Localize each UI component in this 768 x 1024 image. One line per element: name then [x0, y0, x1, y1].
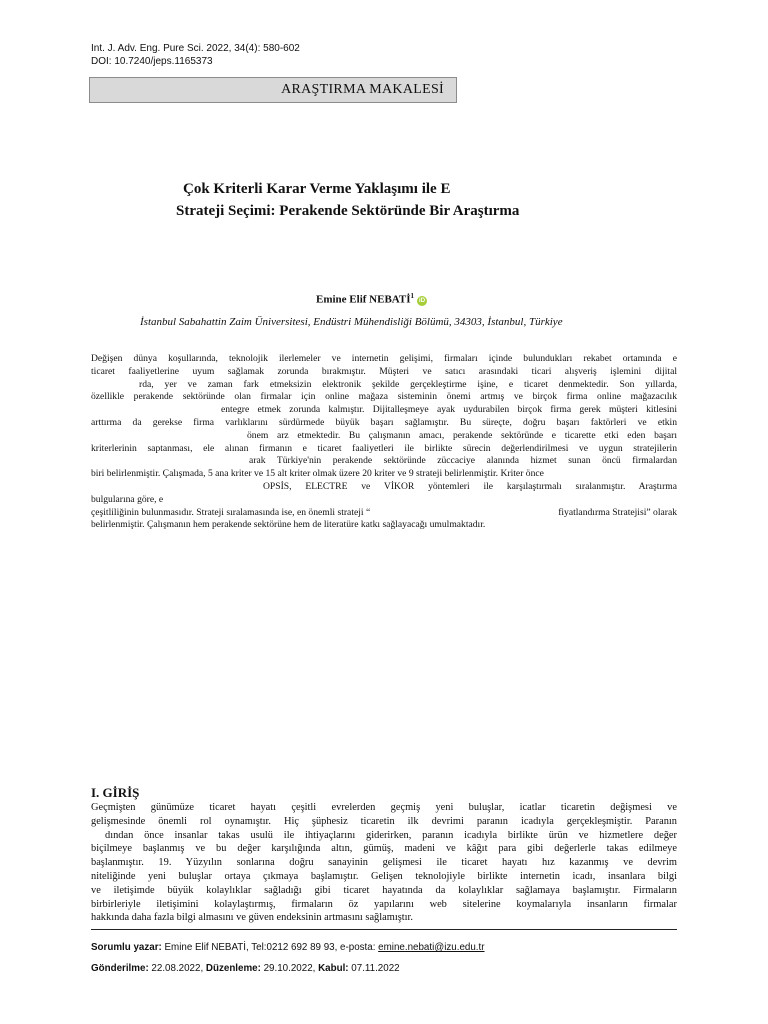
abstract-line: özellikle perakende sektöründe olan firmalar için online mağaza sisteminin önemi artmış ve birçok firma online mağazacılık [91, 391, 677, 403]
abstract-line: çeşitliliğinin bulunmasıdır. Strateji sıralamasında ise, en önemli strateji “ fiyatlandırma Stratejisi” olarak [91, 506, 677, 518]
journal-doi[interactable]: DOI: 10.7240/jeps.1165373 [91, 56, 213, 67]
abstract-line: bulgularına göre, e [91, 493, 164, 505]
abstract [91, 353, 677, 532]
abstract-line: biri belirlenmiştir. Çalışmada, 5 ana kriter ve 15 alt kriter olmak üzere 20 kriter ve 9 strateji belirlenmiştir. Kriter önce [91, 468, 544, 480]
submission-dates [91, 963, 400, 974]
abstract-line: Değişen dünya koşullarında, teknolojik ilerlemeler ve internetin gelişimi, firmaları içinde bulundukları rekabet ortamında e [91, 353, 677, 364]
body-line: dından önce insanlar takas usulü ile ihtiyaçlarını giderirken, paranın icadıyla birlikte ürün ve hizmetlere değer [105, 829, 677, 841]
body-line: hakkında daha fazla bilgi almasını ve güven endeksinin artmasını sağlamıştır. [91, 912, 414, 924]
revision-label: Düzenleme: [205, 963, 261, 974]
abstract-line: arttırma da gerekse firma varlıklarını sürdürmede büyük başarı sağlamıştır. Bu süreçte, doğru başarı faktörleri ve etkin [91, 416, 677, 428]
author-affiliation: İstanbul Sabahattin Zaim Üniversitesi, Endüstri Mühendisliği Bölümü, 34303, İstanbul, Türkiye [140, 316, 563, 328]
body-text [91, 801, 677, 925]
revision-date: 29.10.2022, [260, 963, 319, 974]
body-line: gelişmesinde önemli rol oynamıştır. Hiç şüphesiz ticaretin ilk devrimi paranın icadıyla gerçekleşmiştir. Paranın [91, 815, 677, 827]
orcid-icon[interactable]: iD [419, 297, 426, 304]
body-line: ve iletişimde büyük kolaylıklar sağladığı gibi ticaret hayatında da kolaylıklar sağlamaya başlamıştır. Firmaların [91, 884, 677, 896]
abstract-line: ticaret faaliyetlerine uyum sağlamak zorunda bırakmıştır. Müşteri ve satıcı arasındaki ticari alışveriş işlemini dijital [91, 365, 677, 377]
abstract-line: önem arz etmektedir. Bu çalışmanın amacı, perakende sektöründe e ticarette etki eden başarı [247, 429, 677, 441]
journal-citation: Int. J. Adv. Eng. Pure Sci. 2022, 34(4): 580-602 [91, 43, 300, 54]
abstract-line: entegre etmek zorunda kalmıştır. Dijitalleşmeye ayak uydurabilen birçok firma gerek müşteri kitlesini [221, 404, 677, 416]
journal-header [91, 42, 300, 68]
body-line: biçilmeye başlanmış ve bu değer karşılığında altın, gümüş, madeni ve kâğıt para gibi değerlerle takas edilmeye [91, 843, 677, 855]
body-line: niteliğinde yeni buluşlar ortaya çıkmaya başlamıştır. Gelişen teknolojiyle birlikte internetin icadı, insanlara bilgi [91, 870, 677, 882]
article-type-label: ARAŞTIRMA MAKALESİ [281, 82, 444, 97]
title-line-2: Strateji Seçimi: Perakende Sektöründe Bir Araştırma [176, 203, 520, 219]
author-line [316, 292, 427, 306]
body-line: birbirleriyle iletişimini kolaylaştırmış, firmaların öz yapılarını web sitelerine koymalarıyla insanların firmalar [91, 898, 677, 910]
corr-text: Emine Elif NEBATİ, Tel:0212 692 89 93, e-posta: [161, 942, 379, 953]
abstract-line: belirlenmiştir. Çalışmanın hem perakende sektörüne hem de literatüre katkı sağlayacağı umulmaktadır. [91, 519, 486, 531]
email-link[interactable]: emine.nebati@izu.edu.tr [378, 942, 485, 953]
article-type-banner [89, 77, 457, 103]
section-heading: I. GİRİŞ [91, 785, 140, 800]
abstract-line: OPSİS, ELECTRE ve VİKOR yöntemleri ile karşılaştırmalı sıralanmıştır. Araştırma [263, 480, 677, 492]
footer-divider [91, 929, 677, 930]
abstract-quote-tail: fiyatlandırma Stratejisi” olarak [558, 506, 677, 518]
abstract-line: kriterlerinin saptanması, ele alınan firmanın e ticaret faaliyetleri ile birlikte sürecin değerlendirilmesi ve uygun stratejilerin [91, 442, 677, 454]
body-line: başlanmıştır. 19. Yüzyılın sonlarına doğru sanayinin gelişmesi ile ticaret hayatı hız kazanmış ve devrim [91, 857, 677, 869]
body-line: Geçmişten günümüze ticaret hayatı çeşitli evrelerden geçmiş yeni buluşlar, icatlar ticaretin değişmesi ve [91, 802, 677, 813]
corresponding-author [91, 942, 485, 953]
corr-label: Sorumlu yazar: [91, 942, 162, 953]
title-line-1: Çok Kriterli Karar Verme Yaklaşımı ile E [183, 181, 451, 197]
abstract-line: arak Türkiye'nin perakende sektöründe züccaciye alanında hizmet sunan öncü firmalardan [249, 455, 677, 467]
author-sup: 1 [410, 292, 415, 300]
author-name: Emine Elif NEBATİ [316, 293, 411, 306]
abstract-line: rda, yer ve zaman fark etmeksizin elektronik şekilde gerçekleştirme işine, e ticaret denmektedir. Son yıllarda, [139, 378, 677, 390]
accept-label: Kabul: [318, 963, 349, 974]
sent-date: 22.08.2022, [148, 963, 206, 974]
accept-date: 07.11.2022 [348, 963, 400, 974]
sent-label: Gönderilme: [91, 963, 149, 974]
